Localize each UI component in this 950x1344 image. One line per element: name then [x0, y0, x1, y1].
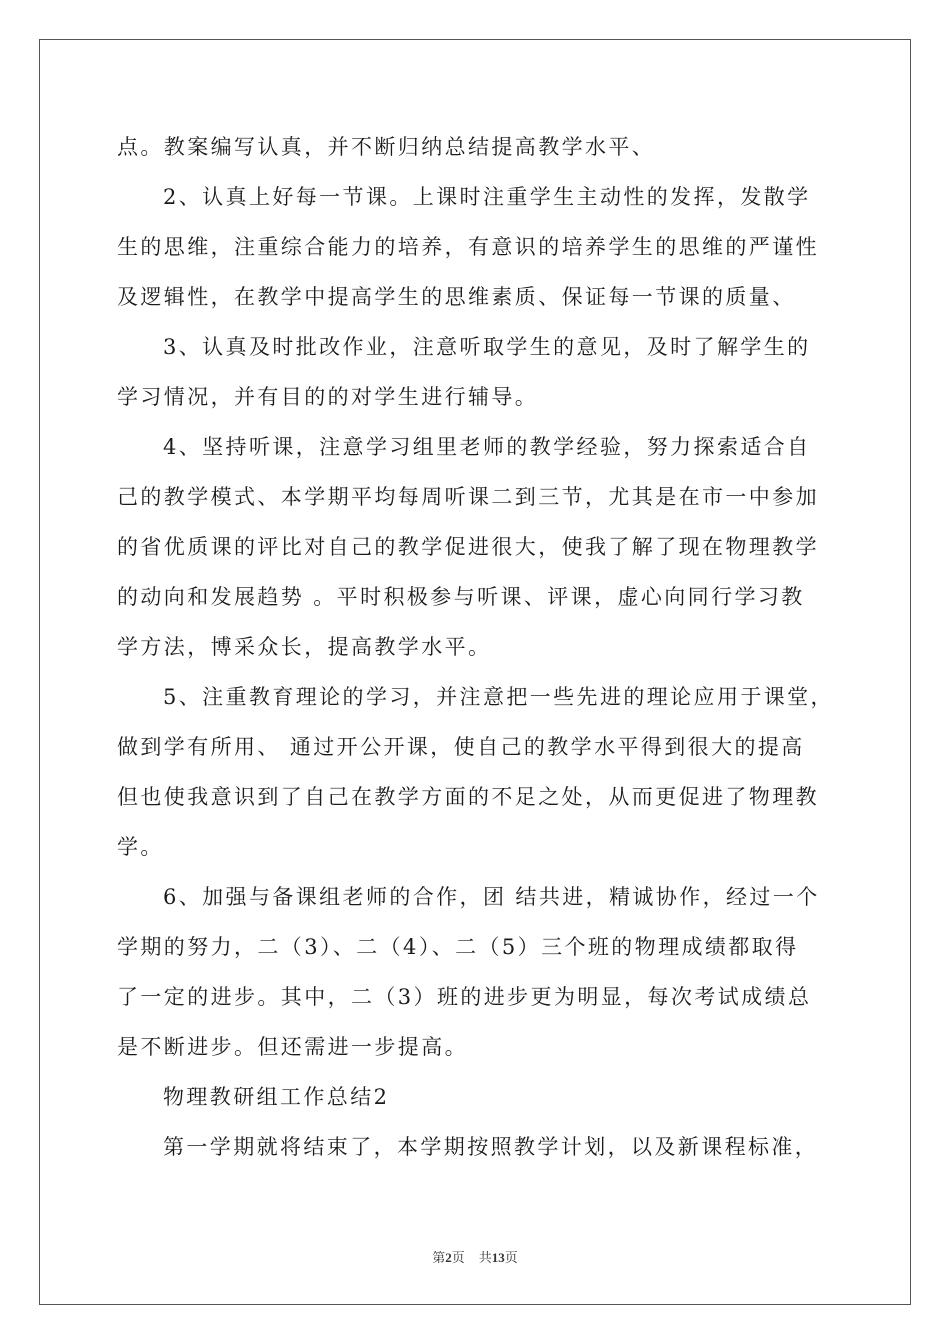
page-prefix: 第	[432, 1250, 446, 1265]
text-line: 的省优质课的评比对自己的教学促进很大，使我了解了现在物理教学	[117, 535, 819, 559]
total-unit: 页	[504, 1250, 518, 1265]
text-line: 学习情况，并有目的的对学生进行辅导。	[117, 385, 539, 409]
document-body	[117, 122, 835, 1172]
text-line: 做到学有所用、 通过开公开课，使自己的教学水平得到很大的提高	[117, 735, 805, 759]
text-line: 物理教研组工作总结2	[163, 1085, 390, 1109]
page-current: 2	[445, 1250, 452, 1265]
text-line: 5、注重教育理论的学习，并注意把一些先进的理论应用于课堂，	[163, 685, 834, 709]
text-line: 是不断进步。但还需进一步提高。	[117, 1035, 468, 1059]
text-line: 及逻辑性，在教学中提高学生的思维素质、保证每一节课的质量、	[117, 285, 796, 309]
page-footer	[0, 1250, 950, 1266]
text-line: 己的教学模式、本学期平均每周听课二到三节，尤其是在市一中参加	[117, 485, 819, 509]
page-total: 13	[491, 1250, 505, 1265]
text-line: 但也使我意识到了自己在教学方面的不足之处，从而更促进了物理教	[117, 785, 819, 809]
total-prefix: 共	[478, 1250, 492, 1265]
text-line: 了一定的进步。其中，二（3）班的进步更为明显，每次考试成绩总	[117, 985, 812, 1009]
text-line: 第一学期就将结束了，本学期按照教学计划，以及新课程标准，	[163, 1135, 819, 1159]
text-line: 4、坚持听课，注意学习组里老师的教学经验，努力探索适合自	[163, 435, 811, 459]
text-line: 学。	[117, 835, 164, 859]
text-line: 6、加强与备课组老师的合作，团 结共进，精诚协作，经过一个	[163, 885, 820, 909]
text-line: 学期的努力，二（3）、二（4）、二（5）三个班的物理成绩都取得	[117, 935, 799, 959]
text-line: 3、认真及时批改作业，注意听取学生的意见，及时了解学生的	[163, 335, 811, 359]
page-unit: 页	[451, 1250, 465, 1265]
text-line: 2、认真上好每一节课。上课时注重学生主动性的发挥，发散学	[163, 185, 811, 209]
text-line: 点。教案编写认真，并不断归纳总结提高教学水平、	[117, 135, 656, 159]
text-line: 的动向和发展趋势 。平时积极参与听课、评课，虚心向同行学习教	[117, 585, 805, 609]
text-line: 生的思维，注重综合能力的培养，有意识的培养学生的思维的严谨性	[117, 235, 819, 259]
text-line: 学方法，博采众长，提高教学水平。	[117, 635, 492, 659]
